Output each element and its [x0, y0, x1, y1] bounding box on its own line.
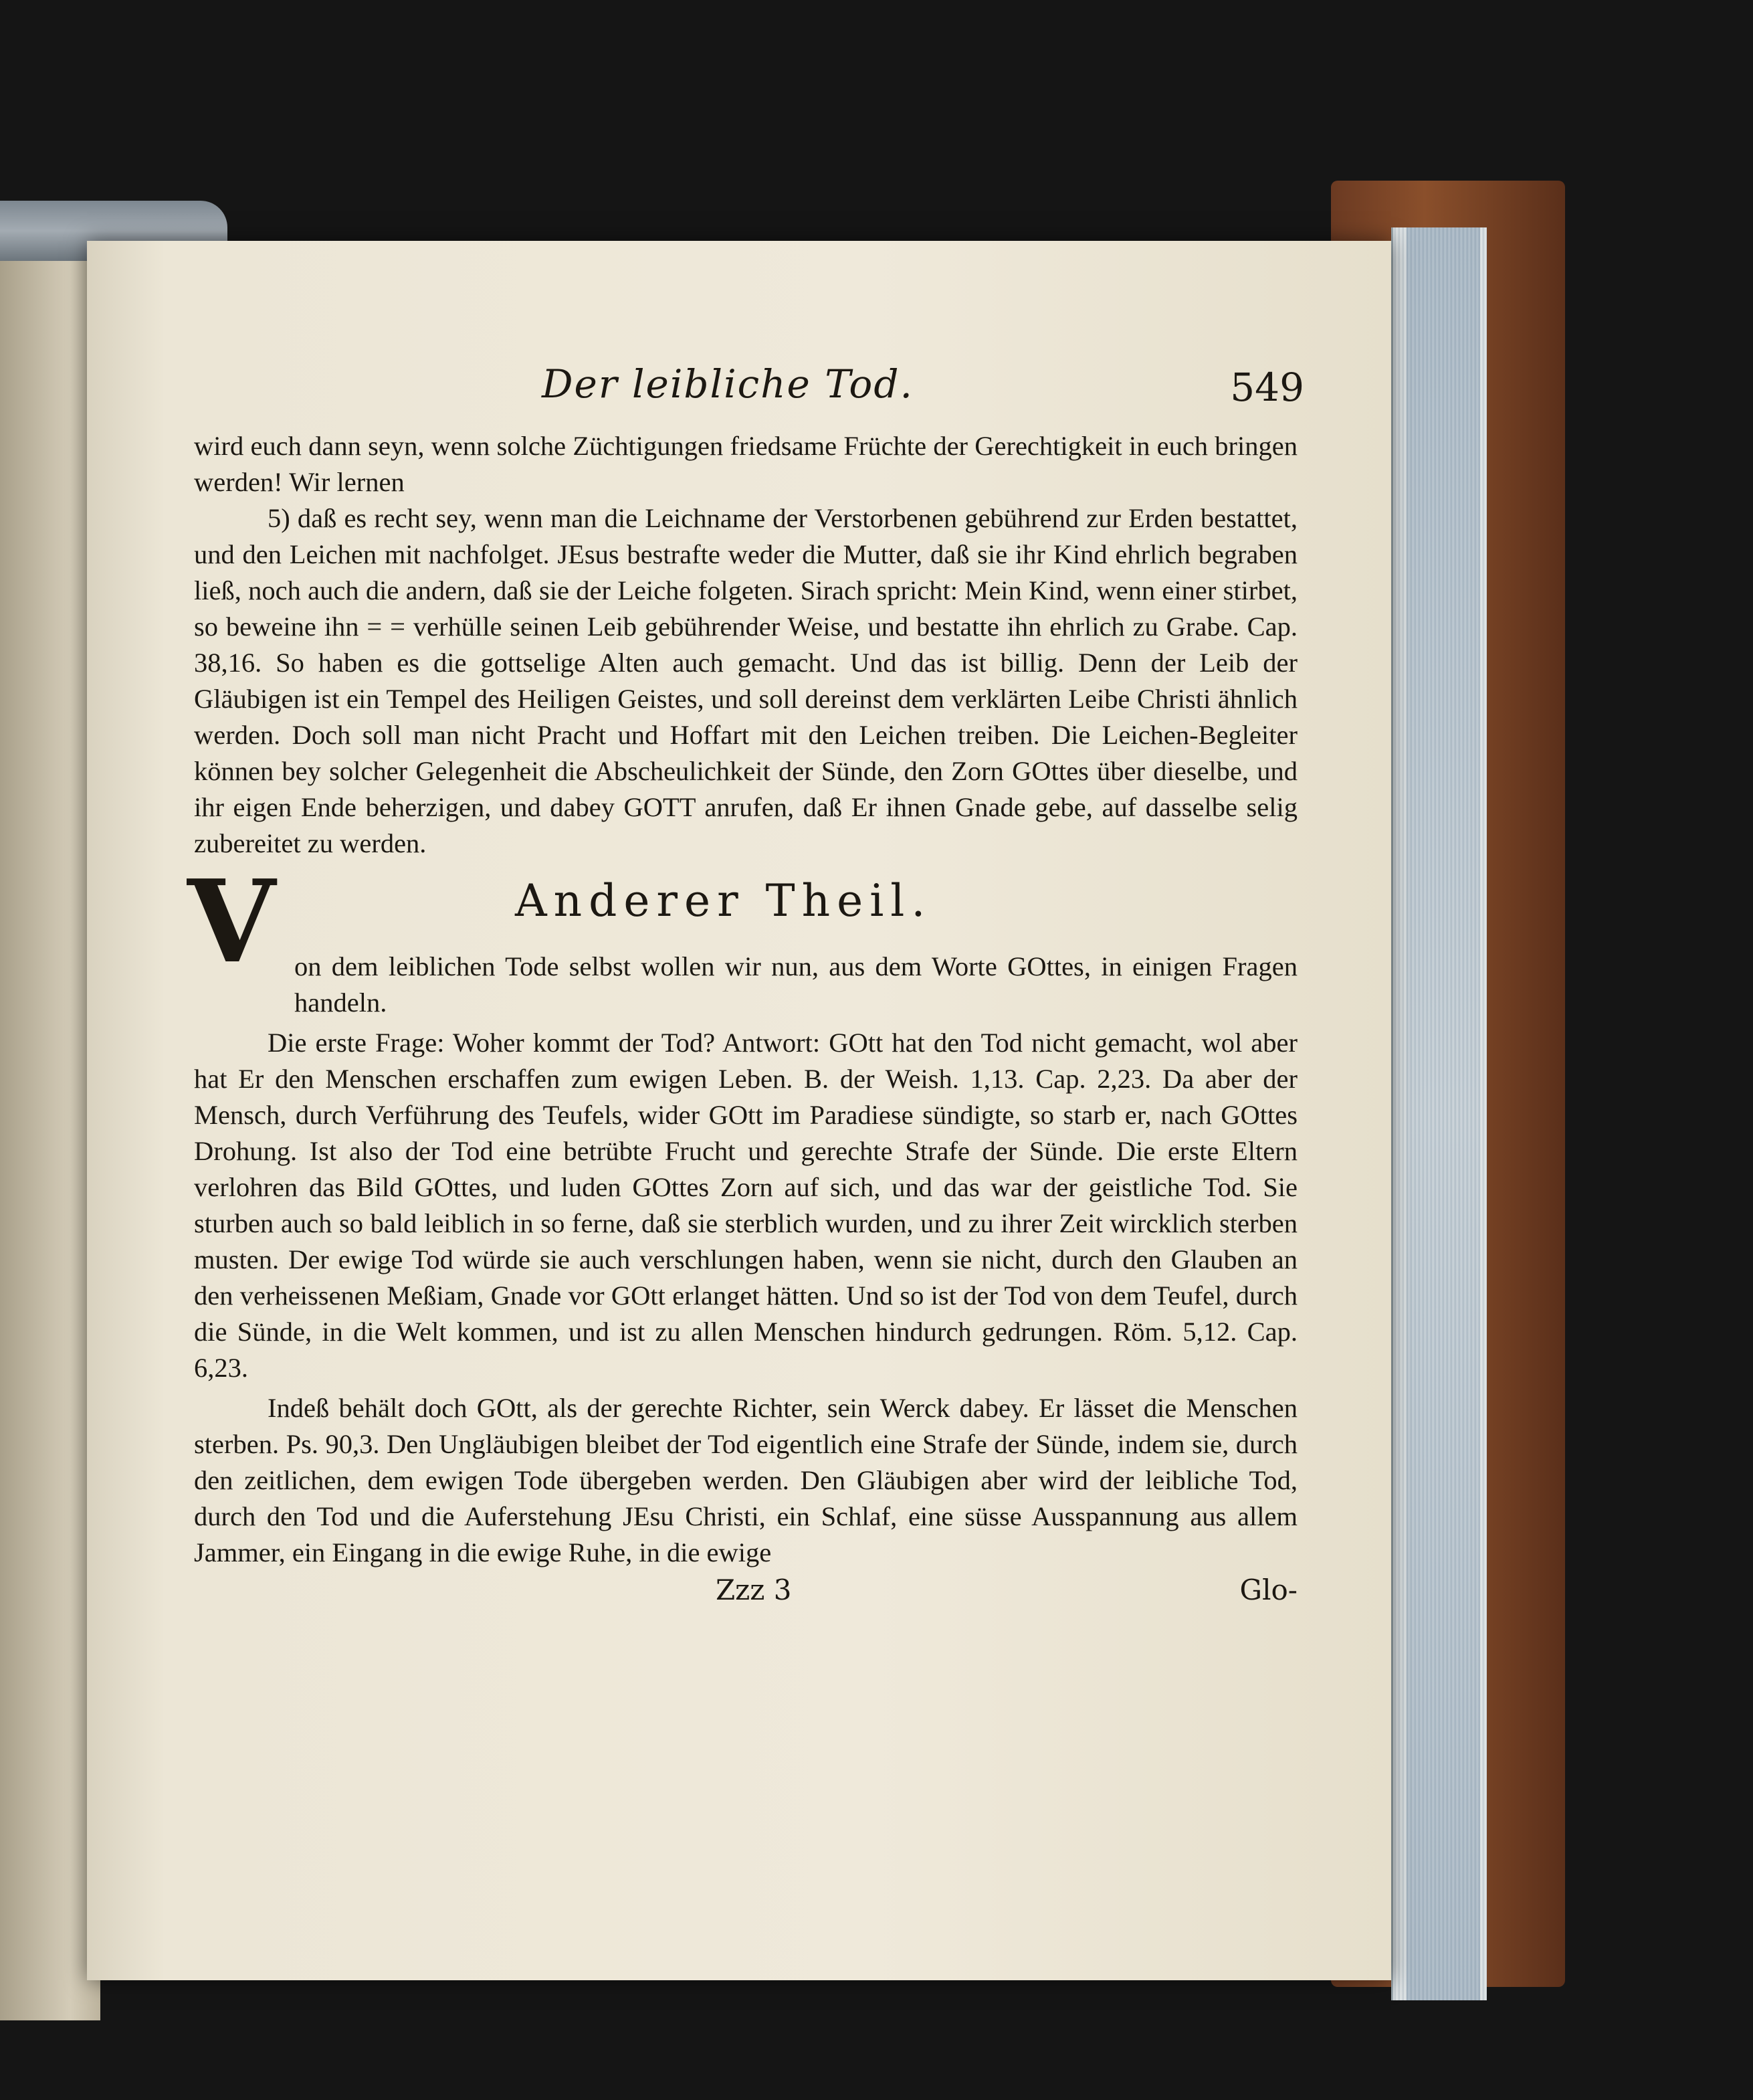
page-header: [194, 361, 1304, 428]
paragraph: on dem leiblichen Tode selbst wollen wir nun, aus dem Worte GOttes, in einigen Fragen handeln.: [294, 951, 1298, 1018]
book-page: [87, 241, 1391, 1980]
signature-mark: Zzz 3: [716, 1573, 792, 1606]
paragraph: Indeß behält doch GOtt, als der gerechte Richter, sein Werck dabey. Er lässet die Menschen sterben. Ps. 90,3. Den Ungläubigen bleibet der Tod eigentlich eine Strafe der Sünde, indem sie, durch den zeitlichen, dem ewigen Tode übergeben werden. Den Gläubigen aber wird der leibliche Tod, durch den Tod und die Auferstehung JEsu Christi, ein Schlaf, eine süsse Ausspannung aus allem Jammer, ein Eingang in die ewige Ruhe, in die ewige: [194, 1393, 1298, 1567]
page-number: 549: [1230, 365, 1304, 410]
page-edges: [1391, 227, 1487, 2000]
section-title: Anderer Theil.: [515, 875, 932, 927]
catchword: Glo-: [1239, 1573, 1298, 1606]
left-facing-page: [0, 241, 100, 2020]
running-head: Der leibliche Tod.: [542, 361, 914, 407]
page-footer: [194, 1573, 1298, 1620]
decorative-initial: V: [187, 855, 276, 989]
paragraph: Die erste Frage: Woher kommt der Tod? Antwort: GOtt hat den Tod nicht gemacht, wol aber hat Er den Menschen erschaffen zum ewigen Leben. B. der Weish. 1,13. Cap. 2,23. Da aber der Mensch, durch Verführung des Teufels, wider GOtt im Paradiese sündigte, so starb er, nach GOttes Drohung. Ist also der Tod eine betrübte Frucht und gerechte Strafe der Sünde. Die erste Eltern verlohren das Bild GOttes, und luden GOttes Zorn auf sich, und das war der geistliche Tod. Sie sturben auch so bald leiblich in so ferne, daß sie sterblich wurden, und zu ihrer Zeit wircklich sterben musten. Der ewige Tod würde sie auch verschlungen haben, wenn sie nicht, durch den Glauben an den verheissenen Meßiam, Gnade vor GOtt erlanget hätten. Und so ist der Tod von dem Teufel, durch die Sünde, in die Welt kommen, und ist zu allen Menschen hindurch gedrungen. Röm. 5,12. Cap. 6,23.: [194, 1028, 1298, 1383]
page-content: [187, 361, 1304, 1620]
paragraph: wird euch dann seyn, wenn solche Züchtigungen friedsame Früchte der Gerechtigkeit in euch bringen werden! Wir lernen: [194, 431, 1298, 497]
paragraph: 5) daß es recht sey, wenn man die Leichname der Verstorbenen gebührend zur Erden bestattet, und den Leichen mit nachfolget. JEsus bestrafte weder die Mutter, daß sie ihr Kind ehrlich begraben ließ, noch auch die andern, daß sie der Leiche folgeten. Sirach spricht: Mein Kind, wenn einer stirbet, so beweine ihn = = verhülle seinen Leib gebührender Weise, und bestatte ihn ehrlich zu Grabe. Cap. 38,16. So haben es die gottselige Alten auch gemacht. Und das ist billig. Denn der Leib der Gläubigen ist ein Tempel des Heiligen Geistes, und soll dereinst dem verklärten Leibe Christi ähnlich werden. Doch soll man nicht Pracht und Hoffart mit den Leichen treiben. Die Leichen-Begleiter können bey solcher Gelegenheit die Abscheulichkeit der Sünde, den Zorn GOttes über dieselbe, und ihr eigen Ende beherzigen, und dabey GOTT anrufen, daß Er ihnen Gnade gebe, auf dasselbe selig zubereitet zu werden.: [194, 503, 1298, 858]
